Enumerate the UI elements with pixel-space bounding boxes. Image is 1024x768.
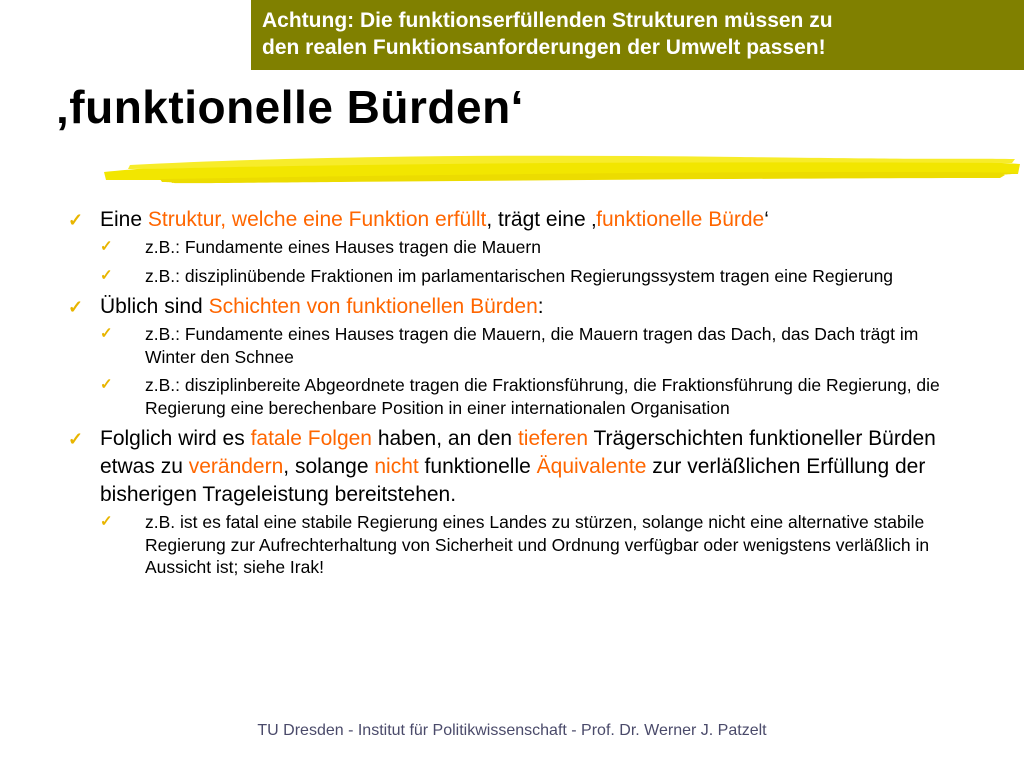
slide-title: ‚funktionelle Bürden‘ (56, 81, 524, 133)
text: : (537, 295, 544, 318)
text-emphasis: funktionelle Bürde (596, 208, 765, 231)
sub-bullet (100, 323, 960, 368)
sub-bullet-list (100, 511, 960, 579)
callout-line-2: den realen Funktionsanforderungen der Umwelt passen! (262, 36, 826, 59)
checkmark-icon: ✓ (68, 210, 84, 230)
bullet-1 (60, 206, 960, 287)
text: funktionelle (418, 455, 537, 478)
sub-bullet-text: z.B.: Fundamente eines Hauses tragen die Mauern (145, 237, 541, 257)
text-emphasis: nicht (374, 455, 419, 478)
text-emphasis: fatale Folgen (250, 427, 372, 450)
text: Folglich wird es (100, 427, 251, 450)
sub-bullet-text: z.B.: Fundamente eines Hauses tragen die Mauern, die Mauern tragen das Dach, das Dach trägt im Winter den Schnee (145, 324, 919, 367)
footer: TU Dresden - Institut für Politikwissenschaft - Prof. Dr. Werner J. Patzelt (257, 722, 767, 739)
callout-line-1: Achtung: Die funktionserfüllenden Strukturen müssen zu (262, 9, 833, 32)
checkmark-icon: ✓ (68, 429, 84, 449)
checkmark-icon: ✓ (100, 238, 113, 255)
text-emphasis: Schichten von funktionellen Bürden (208, 295, 538, 318)
sub-bullet (100, 511, 960, 579)
sub-bullet-text: z.B. ist es fatal eine stabile Regierung eines Landes zu stürzen, solange nicht eine alternative stabile Regierung zur Aufrechterhaltung von Sicherheit und Ordnung verfügbar oder wenigstens verläßlich in Aussicht ist; siehe Irak! (145, 512, 930, 577)
checkmark-icon: ✓ (100, 325, 113, 342)
text: zur verläßlichen Erfüllung der bisherigen Trageleistung bereitstehen. (100, 455, 926, 506)
sub-bullet (100, 236, 960, 259)
checkmark-icon: ✓ (68, 297, 84, 317)
sub-bullet-list (100, 323, 960, 419)
text: Eine (100, 208, 148, 231)
text-emphasis: Struktur, welche eine Funktion erfüllt (147, 208, 487, 231)
sub-bullet-text: z.B.: disziplinbereite Abgeordnete tragen die Fraktionsführung, die Fraktionsführung die Regierung, die Regierung eine berechenbare Position in einer internationalen Organisation (145, 375, 940, 418)
checkmark-icon: ✓ (100, 513, 113, 530)
text-emphasis: verändern (188, 455, 284, 478)
text: haben, an den (371, 427, 518, 450)
text-emphasis: tieferen (517, 427, 588, 450)
bullet-2 (60, 293, 960, 419)
text: , trägt eine ‚ (486, 208, 597, 231)
bullet-list (60, 206, 960, 585)
text: Üblich sind (100, 295, 209, 318)
highlighter-stroke (100, 150, 1024, 186)
text: ‘ (764, 208, 769, 231)
text: Trägerschichten funktioneller Bürden etwas zu (100, 427, 936, 478)
sub-bullet-text: z.B.: disziplinübende Fraktionen im parlamentarischen Regierungssystem tragen eine Regierung (145, 265, 894, 286)
checkmark-icon: ✓ (100, 266, 113, 284)
text-emphasis: Äquivalente (536, 455, 647, 478)
warning-callout (251, 0, 1024, 70)
sub-bullet-list (100, 236, 960, 287)
bullet-3 (60, 425, 960, 579)
text: , solange (283, 455, 375, 478)
checkmark-icon: ✓ (100, 376, 113, 393)
sub-bullet (100, 265, 960, 288)
sub-bullet (100, 374, 960, 419)
